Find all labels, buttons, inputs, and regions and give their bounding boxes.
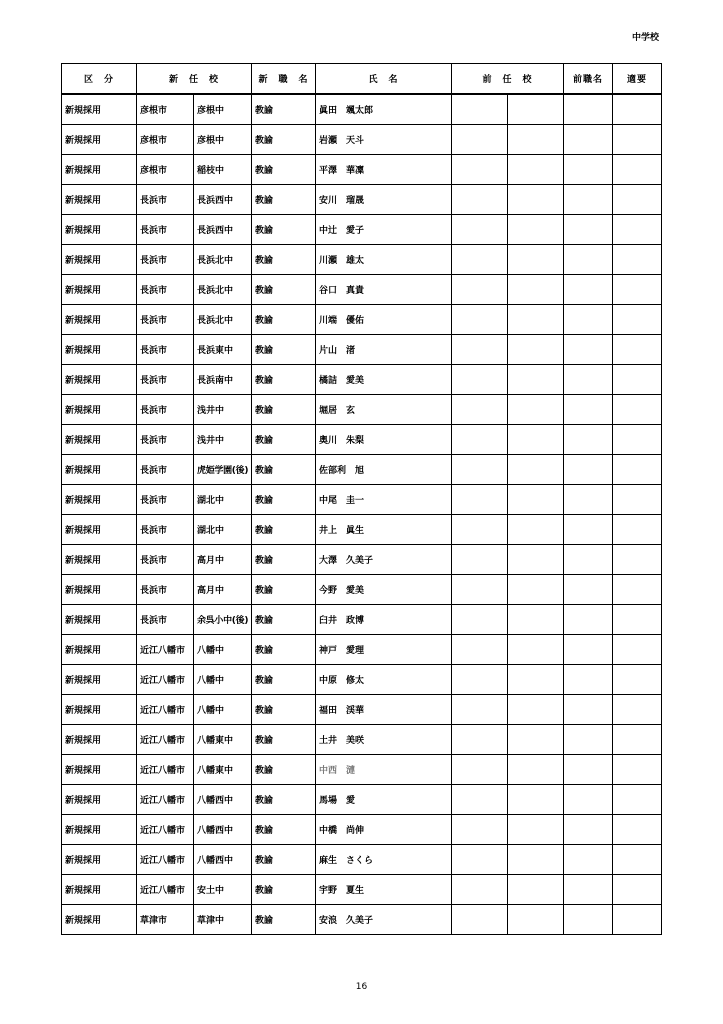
prev-school-city-cell xyxy=(452,275,508,305)
table-row xyxy=(62,185,662,215)
position-cell: 教諭 xyxy=(252,365,316,395)
prev-school-city-cell xyxy=(452,905,508,935)
prev-school-city-cell xyxy=(452,245,508,275)
note-cell xyxy=(613,905,662,935)
school-cell: 草津中 xyxy=(194,905,252,935)
prev-school-cell xyxy=(508,635,564,665)
city-cell: 長浜市 xyxy=(137,425,194,455)
note-cell xyxy=(613,665,662,695)
name-cell: 平澤 華凜 xyxy=(316,155,452,185)
prev-position-cell xyxy=(564,515,613,545)
prev-position-cell xyxy=(564,665,613,695)
school-cell: 彦根中 xyxy=(194,94,252,125)
prev-school-city-cell xyxy=(452,665,508,695)
category-cell: 新規採用 xyxy=(62,635,137,665)
category-cell: 新規採用 xyxy=(62,755,137,785)
name-cell: 中原 修太 xyxy=(316,665,452,695)
prev-school-cell xyxy=(508,485,564,515)
prev-school-cell xyxy=(508,545,564,575)
prev-school-cell xyxy=(508,125,564,155)
school-cell: 高月中 xyxy=(194,545,252,575)
prev-school-cell xyxy=(508,185,564,215)
name-cell: 大澤 久美子 xyxy=(316,545,452,575)
city-cell: 長浜市 xyxy=(137,305,194,335)
prev-school-city-cell xyxy=(452,395,508,425)
table-row xyxy=(62,425,662,455)
city-cell: 長浜市 xyxy=(137,455,194,485)
name-cell: 谷口 真貴 xyxy=(316,275,452,305)
name-cell: 馬場 愛 xyxy=(316,785,452,815)
school-cell: 八幡中 xyxy=(194,695,252,725)
category-cell: 新規採用 xyxy=(62,425,137,455)
prev-position-cell xyxy=(564,725,613,755)
category-cell: 新規採用 xyxy=(62,455,137,485)
school-cell: 長浜東中 xyxy=(194,335,252,365)
school-cell: 八幡西中 xyxy=(194,845,252,875)
prev-school-cell xyxy=(508,905,564,935)
header-previous-position: 前職名 xyxy=(564,64,613,95)
category-cell: 新規採用 xyxy=(62,845,137,875)
table-row xyxy=(62,275,662,305)
note-cell xyxy=(613,125,662,155)
city-cell: 長浜市 xyxy=(137,605,194,635)
prev-school-cell xyxy=(508,875,564,905)
position-cell: 教諭 xyxy=(252,545,316,575)
school-cell: 浅井中 xyxy=(194,395,252,425)
name-cell: 臼井 政博 xyxy=(316,605,452,635)
name-cell: 麻生 さくら xyxy=(316,845,452,875)
prev-position-cell xyxy=(564,215,613,245)
category-cell: 新規採用 xyxy=(62,335,137,365)
category-cell: 新規採用 xyxy=(62,485,137,515)
prev-school-cell xyxy=(508,365,564,395)
table-row xyxy=(62,395,662,425)
note-cell xyxy=(613,815,662,845)
name-cell: 中辻 愛子 xyxy=(316,215,452,245)
note-cell xyxy=(613,575,662,605)
position-cell: 教諭 xyxy=(252,515,316,545)
name-cell: 今野 愛美 xyxy=(316,575,452,605)
prev-school-city-cell xyxy=(452,785,508,815)
prev-school-city-cell xyxy=(452,155,508,185)
category-cell: 新規採用 xyxy=(62,185,137,215)
header-note: 適要 xyxy=(613,64,662,95)
note-cell xyxy=(613,515,662,545)
city-cell: 近江八幡市 xyxy=(137,845,194,875)
school-cell: 八幡西中 xyxy=(194,785,252,815)
prev-school-cell xyxy=(508,155,564,185)
prev-school-city-cell xyxy=(452,365,508,395)
prev-school-cell xyxy=(508,455,564,485)
school-cell: 八幡中 xyxy=(194,635,252,665)
prev-school-cell xyxy=(508,275,564,305)
city-cell: 近江八幡市 xyxy=(137,815,194,845)
name-cell: 宇野 夏生 xyxy=(316,875,452,905)
table-row xyxy=(62,125,662,155)
table-row xyxy=(62,845,662,875)
personnel-table xyxy=(61,63,662,935)
category-cell: 新規採用 xyxy=(62,94,137,125)
school-cell: 高月中 xyxy=(194,575,252,605)
prev-position-cell xyxy=(564,635,613,665)
category-cell: 新規採用 xyxy=(62,395,137,425)
category-cell: 新規採用 xyxy=(62,125,137,155)
position-cell: 教諭 xyxy=(252,425,316,455)
position-cell: 教諭 xyxy=(252,605,316,635)
table-row xyxy=(62,635,662,665)
prev-school-cell xyxy=(508,815,564,845)
note-cell xyxy=(613,695,662,725)
category-cell: 新規採用 xyxy=(62,665,137,695)
prev-school-city-cell xyxy=(452,515,508,545)
position-cell: 教諭 xyxy=(252,695,316,725)
note-cell xyxy=(613,875,662,905)
prev-school-cell xyxy=(508,425,564,455)
category-cell: 新規採用 xyxy=(62,275,137,305)
position-cell: 教諭 xyxy=(252,785,316,815)
note-cell xyxy=(613,635,662,665)
school-cell: 安土中 xyxy=(194,875,252,905)
position-cell: 教諭 xyxy=(252,245,316,275)
name-cell: 堀居 玄 xyxy=(316,395,452,425)
prev-school-city-cell xyxy=(452,485,508,515)
city-cell: 近江八幡市 xyxy=(137,635,194,665)
prev-school-cell xyxy=(508,515,564,545)
table-row xyxy=(62,94,662,125)
prev-position-cell xyxy=(564,815,613,845)
note-cell xyxy=(613,725,662,755)
city-cell: 近江八幡市 xyxy=(137,755,194,785)
table-row xyxy=(62,725,662,755)
name-cell: 川瀬 雄太 xyxy=(316,245,452,275)
prev-school-cell xyxy=(508,785,564,815)
prev-position-cell xyxy=(564,94,613,125)
prev-school-cell xyxy=(508,605,564,635)
position-cell: 教諭 xyxy=(252,305,316,335)
city-cell: 近江八幡市 xyxy=(137,785,194,815)
prev-school-cell xyxy=(508,94,564,125)
table-row xyxy=(62,755,662,785)
prev-school-cell xyxy=(508,845,564,875)
school-cell: 八幡東中 xyxy=(194,725,252,755)
name-cell: 福田 渓華 xyxy=(316,695,452,725)
position-cell: 教諭 xyxy=(252,485,316,515)
category-cell: 新規採用 xyxy=(62,365,137,395)
prev-position-cell xyxy=(564,155,613,185)
table-row xyxy=(62,245,662,275)
category-cell: 新規採用 xyxy=(62,815,137,845)
prev-school-city-cell xyxy=(452,635,508,665)
prev-school-city-cell xyxy=(452,845,508,875)
prev-position-cell xyxy=(564,785,613,815)
city-cell: 長浜市 xyxy=(137,245,194,275)
header-new-position: 新 職 名 xyxy=(252,64,316,95)
prev-position-cell xyxy=(564,305,613,335)
position-cell: 教諭 xyxy=(252,875,316,905)
header-name: 氏 名 xyxy=(316,64,452,95)
name-cell: 中西 漣 xyxy=(316,755,452,785)
position-cell: 教諭 xyxy=(252,215,316,245)
prev-school-city-cell xyxy=(452,545,508,575)
city-cell: 彦根市 xyxy=(137,125,194,155)
prev-position-cell xyxy=(564,755,613,785)
name-cell: 奥川 朱梨 xyxy=(316,425,452,455)
category-cell: 新規採用 xyxy=(62,605,137,635)
name-cell: 土井 美咲 xyxy=(316,725,452,755)
city-cell: 長浜市 xyxy=(137,185,194,215)
city-cell: 長浜市 xyxy=(137,365,194,395)
name-cell: 中尾 圭一 xyxy=(316,485,452,515)
category-cell: 新規採用 xyxy=(62,245,137,275)
name-cell: 神戸 愛理 xyxy=(316,635,452,665)
prev-position-cell xyxy=(564,245,613,275)
prev-school-city-cell xyxy=(452,575,508,605)
prev-school-cell xyxy=(508,395,564,425)
category-cell: 新規採用 xyxy=(62,305,137,335)
name-cell: 川端 優佑 xyxy=(316,305,452,335)
position-cell: 教諭 xyxy=(252,125,316,155)
category-cell: 新規採用 xyxy=(62,725,137,755)
prev-school-city-cell xyxy=(452,425,508,455)
note-cell xyxy=(613,395,662,425)
city-cell: 彦根市 xyxy=(137,155,194,185)
table-row xyxy=(62,665,662,695)
school-cell: 湖北中 xyxy=(194,515,252,545)
category-cell: 新規採用 xyxy=(62,215,137,245)
city-cell: 長浜市 xyxy=(137,335,194,365)
category-cell: 新規採用 xyxy=(62,545,137,575)
table-row xyxy=(62,875,662,905)
position-cell: 教諭 xyxy=(252,575,316,605)
prev-school-city-cell xyxy=(452,815,508,845)
table-row xyxy=(62,605,662,635)
city-cell: 長浜市 xyxy=(137,575,194,605)
name-cell: 片山 渚 xyxy=(316,335,452,365)
name-cell: 岩瀬 天斗 xyxy=(316,125,452,155)
city-cell: 長浜市 xyxy=(137,215,194,245)
position-cell: 教諭 xyxy=(252,94,316,125)
table-row xyxy=(62,545,662,575)
table-row xyxy=(62,575,662,605)
school-cell: 長浜西中 xyxy=(194,185,252,215)
school-cell: 稲枝中 xyxy=(194,155,252,185)
prev-position-cell xyxy=(564,905,613,935)
prev-school-city-cell xyxy=(452,725,508,755)
note-cell xyxy=(613,305,662,335)
note-cell xyxy=(613,485,662,515)
school-cell: 長浜北中 xyxy=(194,305,252,335)
prev-position-cell xyxy=(564,605,613,635)
city-cell: 長浜市 xyxy=(137,485,194,515)
prev-school-cell xyxy=(508,305,564,335)
table-row xyxy=(62,335,662,365)
prev-school-cell xyxy=(508,215,564,245)
table-row xyxy=(62,785,662,815)
category-cell: 新規採用 xyxy=(62,515,137,545)
position-cell: 教諭 xyxy=(252,905,316,935)
category-cell: 新規採用 xyxy=(62,155,137,185)
position-cell: 教諭 xyxy=(252,815,316,845)
school-cell: 八幡西中 xyxy=(194,815,252,845)
prev-position-cell xyxy=(564,545,613,575)
school-cell: 彦根中 xyxy=(194,125,252,155)
category-cell: 新規採用 xyxy=(62,695,137,725)
category-cell: 新規採用 xyxy=(62,875,137,905)
note-cell xyxy=(613,545,662,575)
table-row xyxy=(62,305,662,335)
city-cell: 長浜市 xyxy=(137,395,194,425)
note-cell xyxy=(613,425,662,455)
school-cell: 八幡東中 xyxy=(194,755,252,785)
page-section-label: 中学校 xyxy=(631,33,659,43)
school-cell: 長浜西中 xyxy=(194,215,252,245)
name-cell: 安川 瑠晟 xyxy=(316,185,452,215)
position-cell: 教諭 xyxy=(252,665,316,695)
city-cell: 長浜市 xyxy=(137,545,194,575)
note-cell xyxy=(613,455,662,485)
school-cell: 湖北中 xyxy=(194,485,252,515)
city-cell: 長浜市 xyxy=(137,275,194,305)
prev-position-cell xyxy=(564,365,613,395)
note-cell xyxy=(613,845,662,875)
position-cell: 教諭 xyxy=(252,455,316,485)
school-cell: 長浜北中 xyxy=(194,275,252,305)
position-cell: 教諭 xyxy=(252,635,316,665)
table-row xyxy=(62,515,662,545)
prev-school-cell xyxy=(508,575,564,605)
prev-school-city-cell xyxy=(452,125,508,155)
position-cell: 教諭 xyxy=(252,725,316,755)
school-cell: 浅井中 xyxy=(194,425,252,455)
position-cell: 教諭 xyxy=(252,275,316,305)
school-cell: 余呉小中(後) xyxy=(194,605,252,635)
prev-position-cell xyxy=(564,455,613,485)
table-row xyxy=(62,695,662,725)
note-cell xyxy=(613,335,662,365)
note-cell xyxy=(613,755,662,785)
table-row xyxy=(62,155,662,185)
table-row xyxy=(62,815,662,845)
name-cell: 眞田 颯太郎 xyxy=(316,94,452,125)
prev-school-cell xyxy=(508,335,564,365)
note-cell xyxy=(613,785,662,815)
header-new-school: 新 任 校 xyxy=(137,64,252,95)
position-cell: 教諭 xyxy=(252,845,316,875)
city-cell: 草津市 xyxy=(137,905,194,935)
table-row xyxy=(62,905,662,935)
page-number: 16 xyxy=(355,982,368,992)
prev-school-city-cell xyxy=(452,695,508,725)
school-cell: 八幡中 xyxy=(194,665,252,695)
position-cell: 教諭 xyxy=(252,395,316,425)
prev-school-cell xyxy=(508,695,564,725)
school-cell: 虎姫学園(後) xyxy=(194,455,252,485)
prev-position-cell xyxy=(564,275,613,305)
prev-school-city-cell xyxy=(452,185,508,215)
prev-school-city-cell xyxy=(452,455,508,485)
table-row xyxy=(62,365,662,395)
table-body xyxy=(62,94,662,935)
prev-school-cell xyxy=(508,755,564,785)
note-cell xyxy=(613,94,662,125)
name-cell: 安浪 久美子 xyxy=(316,905,452,935)
note-cell xyxy=(613,605,662,635)
prev-position-cell xyxy=(564,845,613,875)
note-cell xyxy=(613,245,662,275)
school-cell: 長浜北中 xyxy=(194,245,252,275)
prev-position-cell xyxy=(564,425,613,455)
prev-school-city-cell xyxy=(452,305,508,335)
category-cell: 新規採用 xyxy=(62,905,137,935)
prev-position-cell xyxy=(564,575,613,605)
prev-school-cell xyxy=(508,245,564,275)
prev-school-cell xyxy=(508,665,564,695)
name-cell: 井上 眞生 xyxy=(316,515,452,545)
prev-school-city-cell xyxy=(452,755,508,785)
city-cell: 近江八幡市 xyxy=(137,695,194,725)
note-cell xyxy=(613,365,662,395)
table-header-row xyxy=(62,64,662,95)
note-cell xyxy=(613,185,662,215)
prev-school-city-cell xyxy=(452,335,508,365)
note-cell xyxy=(613,275,662,305)
city-cell: 近江八幡市 xyxy=(137,725,194,755)
city-cell: 彦根市 xyxy=(137,94,194,125)
position-cell: 教諭 xyxy=(252,185,316,215)
note-cell xyxy=(613,155,662,185)
name-cell: 橘詰 愛美 xyxy=(316,365,452,395)
category-cell: 新規採用 xyxy=(62,785,137,815)
position-cell: 教諭 xyxy=(252,155,316,185)
header-previous-school: 前 任 校 xyxy=(452,64,564,95)
table-row xyxy=(62,215,662,245)
prev-position-cell xyxy=(564,335,613,365)
city-cell: 近江八幡市 xyxy=(137,875,194,905)
school-cell: 長浜南中 xyxy=(194,365,252,395)
header-category: 区 分 xyxy=(62,64,137,95)
name-cell: 佐部利 旭 xyxy=(316,455,452,485)
table-row xyxy=(62,455,662,485)
city-cell: 長浜市 xyxy=(137,515,194,545)
prev-position-cell xyxy=(564,185,613,215)
prev-school-cell xyxy=(508,725,564,755)
prev-school-city-cell xyxy=(452,875,508,905)
prev-position-cell xyxy=(564,395,613,425)
prev-school-city-cell xyxy=(452,215,508,245)
prev-school-city-cell xyxy=(452,94,508,125)
prev-position-cell xyxy=(564,125,613,155)
city-cell: 近江八幡市 xyxy=(137,665,194,695)
note-cell xyxy=(613,215,662,245)
prev-position-cell xyxy=(564,695,613,725)
table-row xyxy=(62,485,662,515)
prev-position-cell xyxy=(564,875,613,905)
prev-position-cell xyxy=(564,485,613,515)
name-cell: 中橋 尚伸 xyxy=(316,815,452,845)
position-cell: 教諭 xyxy=(252,335,316,365)
category-cell: 新規採用 xyxy=(62,575,137,605)
position-cell: 教諭 xyxy=(252,755,316,785)
prev-school-city-cell xyxy=(452,605,508,635)
